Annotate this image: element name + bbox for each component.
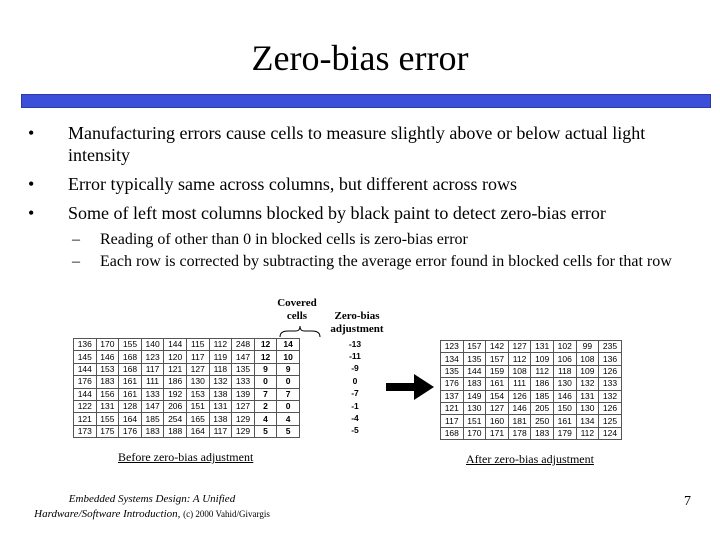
table-cell: 183 [531,427,554,439]
table-cell: 183 [463,378,486,390]
table-cell: 170 [463,427,486,439]
table-cell: 183 [141,425,164,437]
table-cell: 144 [164,339,187,351]
table-cell: 181 [508,415,531,427]
table-cell: 130 [186,376,209,388]
brace-icon [278,325,322,339]
table-cell: 250 [531,415,554,427]
table-cell: 108 [508,365,531,377]
footer-line2 [16,507,288,522]
table-cell: 118 [209,363,232,375]
table-cell: 115 [186,339,209,351]
table-row [441,341,622,353]
table-cell: 156 [96,388,119,400]
table-cell: 136 [599,353,622,365]
after-caption: After zero-bias adjustment [466,452,594,466]
covered-cell: 9 [277,363,300,375]
covered-cell: 0 [254,376,277,388]
table-row [441,402,622,414]
table-cell: 118 [553,365,576,377]
table-cell: 130 [576,402,599,414]
table-cell: 119 [209,351,232,363]
table-cell: 183 [96,376,119,388]
table-cell: 144 [463,365,486,377]
table-cell: 135 [463,353,486,365]
table-row [74,363,300,375]
table-cell: 112 [576,427,599,439]
table-cell: 130 [553,378,576,390]
table-cell: 124 [599,427,622,439]
table-cell: 132 [599,390,622,402]
footer-line2-text: Hardware/Software Introduction, [34,508,181,520]
table-cell: 128 [119,400,142,412]
table-cell: 186 [164,376,187,388]
covered-cell: 9 [254,363,277,375]
table-cell: 175 [96,425,119,437]
table-row [343,400,367,412]
table-row [343,338,367,350]
covered-cell: 4 [254,413,277,425]
zero-bias-value: -5 [351,425,359,436]
table-cell: 161 [119,376,142,388]
table-cell: 153 [96,363,119,375]
table-cell: 129 [232,425,255,437]
table-cell: 133 [232,376,255,388]
table-cell: 179 [553,427,576,439]
table-cell: 125 [599,415,622,427]
zero-bias-value: -4 [351,413,359,424]
table-cell: 127 [232,400,255,412]
table-cell: 151 [186,400,209,412]
table-row [74,388,300,400]
table-cell: 133 [599,378,622,390]
table-cell: 157 [486,353,509,365]
table-cell: 138 [209,388,232,400]
table-cell: 161 [119,388,142,400]
table-cell: 112 [209,339,232,351]
table-cell: 135 [232,363,255,375]
table-cell: 133 [141,388,164,400]
table-row [441,390,622,402]
table-row [343,350,367,362]
table-row [343,363,367,375]
covered-cell: 0 [277,376,300,388]
table-cell: 153 [186,388,209,400]
table-cell: 111 [508,378,531,390]
sub-bullet-item: – Each row is corrected by subtracting the average error found in blocked cells for that row [72,252,692,272]
table-cell: 131 [531,341,554,353]
zero-bias-column [343,338,367,437]
table-cell: 134 [576,415,599,427]
table-row [441,365,622,377]
table-cell: 106 [553,353,576,365]
table-row [74,400,300,412]
table-cell: 206 [164,400,187,412]
table-cell: 164 [119,413,142,425]
table-cell: 117 [209,425,232,437]
table-cell: 205 [531,402,554,414]
table-row [74,376,300,388]
table-cell: 150 [553,402,576,414]
zero-bias-value: -13 [348,338,362,349]
page-number: 7 [684,494,691,509]
table-cell: 126 [599,402,622,414]
table-cell: 176 [74,376,97,388]
table-row [441,378,622,390]
table-cell: 192 [164,388,187,400]
table-row [343,388,367,400]
zero-bias-label: Zero-bias adjustment [330,310,384,335]
table-cell: 120 [164,351,187,363]
table-cell: 145 [74,351,97,363]
table-row [343,375,367,387]
table-cell: 132 [576,378,599,390]
covered-cell: 5 [277,425,300,437]
covered-cell: 0 [277,400,300,412]
title-divider-bar [21,94,711,108]
table-cell: 109 [531,353,554,365]
covered-cell: 4 [277,413,300,425]
before-caption: Before zero-bias adjustment [118,450,254,464]
table-cell: 147 [141,400,164,412]
bullet-item: • Error typically same across columns, but different across rows [28,173,708,195]
before-matrix-table [73,338,300,438]
table-cell: 117 [186,351,209,363]
arrow-right-icon [386,374,434,400]
table-row [441,415,622,427]
zero-bias-value: 0 [352,375,358,386]
table-cell: 127 [508,341,531,353]
table-cell: 108 [576,353,599,365]
table-cell: 123 [141,351,164,363]
covered-cell: 2 [254,400,277,412]
covered-cell: 5 [254,425,277,437]
after-matrix-table [440,340,622,440]
footer-line1: Embedded Systems Design: A Unified [68,493,236,505]
table-cell: 178 [508,427,531,439]
table-cell: 121 [164,363,187,375]
table-cell: 130 [463,402,486,414]
table-cell: 139 [232,388,255,400]
table-cell: 123 [441,341,464,353]
table-cell: 112 [531,365,554,377]
table-cell: 146 [553,390,576,402]
footer-copyright: (c) 2000 Vahid/Givargis [183,509,270,519]
table-row [343,425,367,437]
table-cell: 164 [186,425,209,437]
table-cell: 161 [486,378,509,390]
table-cell: 134 [441,353,464,365]
covered-cell: 7 [277,388,300,400]
table-cell: 176 [441,378,464,390]
bullet-item: • Some of left most columns blocked by black paint to detect zero-bias error [28,202,708,224]
bullet-list [28,122,708,231]
table-cell: 254 [164,413,187,425]
table-cell: 126 [599,365,622,377]
table-cell: 165 [186,413,209,425]
table-cell: 144 [74,388,97,400]
table-cell: 112 [508,353,531,365]
table-cell: 137 [441,390,464,402]
zero-bias-value: -9 [351,363,359,374]
table-cell: 168 [119,363,142,375]
table-cell: 157 [463,341,486,353]
table-cell: 122 [74,400,97,412]
table-cell: 138 [209,413,232,425]
sub-bullet-list [72,230,692,274]
table-cell: 147 [232,351,255,363]
zero-bias-value: -7 [351,388,359,399]
table-cell: 146 [508,402,531,414]
covered-cells-label: Covered cells [277,297,317,322]
table-cell: 248 [232,339,255,351]
table-cell: 132 [209,376,232,388]
covered-cell: 12 [254,339,277,351]
table-cell: 117 [141,363,164,375]
zero-bias-value: -1 [351,400,359,411]
covered-cell: 14 [277,339,300,351]
table-cell: 109 [576,365,599,377]
table-cell: 140 [141,339,164,351]
table-cell: 160 [486,415,509,427]
table-cell: 161 [553,415,576,427]
table-cell: 111 [141,376,164,388]
table-cell: 155 [119,339,142,351]
table-cell: 185 [141,413,164,425]
table-cell: 168 [119,351,142,363]
table-cell: 185 [531,390,554,402]
table-cell: 170 [96,339,119,351]
table-cell: 151 [463,415,486,427]
table-cell: 102 [553,341,576,353]
table-cell: 235 [599,341,622,353]
table-cell: 176 [119,425,142,437]
table-row [343,412,367,424]
table-cell: 131 [209,400,232,412]
table-row [74,413,300,425]
table-cell: 188 [164,425,187,437]
table-cell: 149 [463,390,486,402]
table-cell: 136 [74,339,97,351]
table-cell: 127 [486,402,509,414]
table-cell: 127 [186,363,209,375]
table-cell: 155 [96,413,119,425]
table-cell: 171 [486,427,509,439]
table-cell: 121 [74,413,97,425]
table-cell: 131 [576,390,599,402]
table-row [441,427,622,439]
table-cell: 126 [508,390,531,402]
table-cell: 144 [74,363,97,375]
covered-cell: 12 [254,351,277,363]
table-cell: 117 [441,415,464,427]
table-row [74,339,300,351]
table-cell: 154 [486,390,509,402]
footer-citation [16,492,288,522]
covered-cell: 7 [254,388,277,400]
covered-cell: 10 [277,351,300,363]
table-cell: 121 [441,402,464,414]
slide-title: Zero-bias error [251,38,469,78]
table-row [74,425,300,437]
bullet-item: • Manufacturing errors cause cells to measure slightly above or below actual light intensity [28,122,708,166]
table-cell: 146 [96,351,119,363]
table-cell: 168 [441,427,464,439]
table-cell: 173 [74,425,97,437]
table-cell: 99 [576,341,599,353]
table-cell: 186 [531,378,554,390]
table-row [74,351,300,363]
zero-bias-value: -11 [349,351,361,362]
table-cell: 159 [486,365,509,377]
table-cell: 129 [232,413,255,425]
table-cell: 142 [486,341,509,353]
table-cell: 135 [441,365,464,377]
table-cell: 131 [96,400,119,412]
sub-bullet-item: – Reading of other than 0 in blocked cells is zero-bias error [72,230,692,250]
table-row [441,353,622,365]
